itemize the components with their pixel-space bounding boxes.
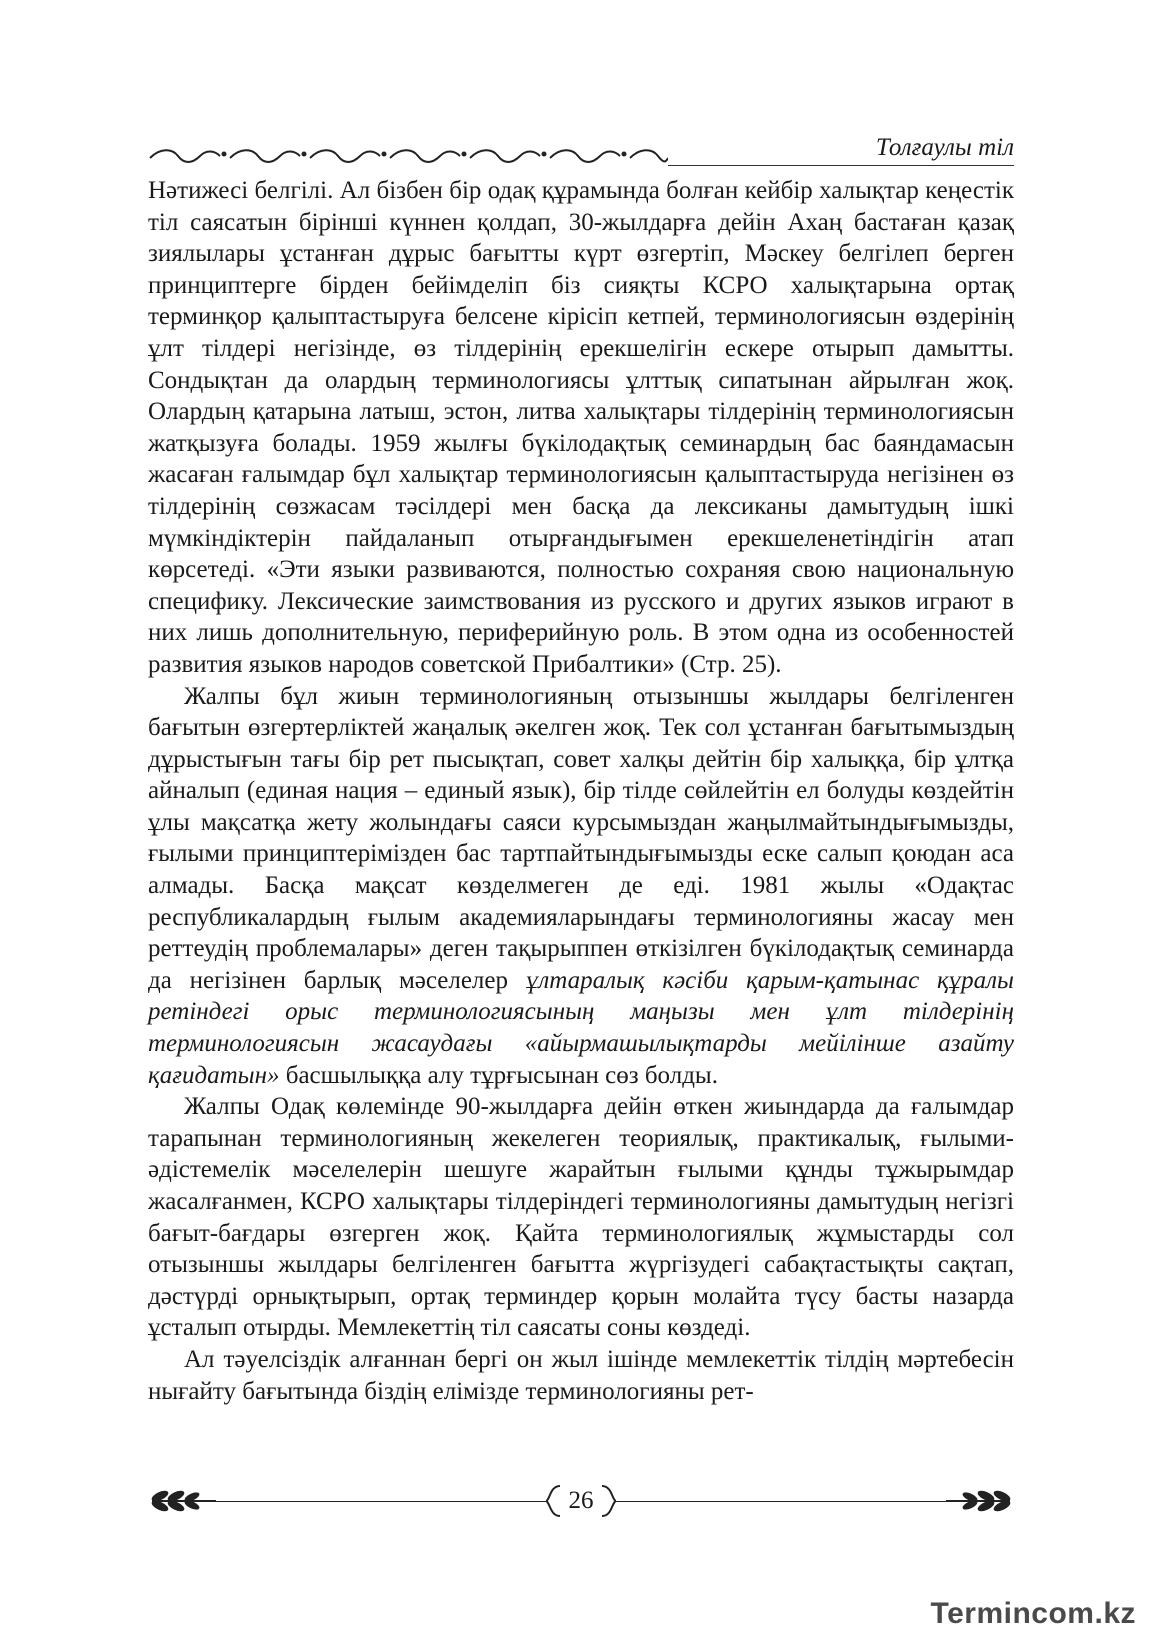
running-title: Толғаулы тіл <box>875 134 1014 161</box>
decorative-ornament-border <box>148 144 668 166</box>
watermark-logo: Termincom.kz <box>930 1597 1136 1630</box>
main-text <box>148 175 1014 1407</box>
paragraph-4: Ал тәуелсіздік алғаннан бергі он жыл ішінде мемлекеттік тілдің мәртебесін нығайту бағытында біздің елімізде терминологияны рет- <box>148 1345 1014 1405</box>
page-number: 26 <box>568 1487 594 1514</box>
page-footer <box>148 1482 1014 1522</box>
header-rule <box>668 165 1014 166</box>
footer-rule-right <box>616 1501 946 1502</box>
leaf-ornament-left-icon <box>148 1488 218 1514</box>
footer-rule-left <box>216 1501 546 1502</box>
paragraph-2-start: Жалпы бұл жиын терминологияның отызыншы жылдары белгіленген бағытын өзгертерліктей жаңалық әкелген жоқ. Тек сол ұстанған бағытымыздың дұрыстығын тағы бір рет пысықтап, совет халқы дейтін бір халыққа, бір ұлтқа айналып (единая нация – единый язык), бір тілде сөйлейтін ел болуды көздейтін ұлы мақсатқа жету жолындағы саяси курсымыздан жаңылмайтындығымызды, ғылыми принциптерімізден бас тартпайтындығымызды еске салып қоюдан аса алмады. Басқа мақсат көзделмеген де еді. 1981 жылы «Одақтас республикалардың ғылым академияларындағы терминологияны жасау мен реттеудің проблемалары» деген тақырыппен өткізілген бүкілодақтық семинарда да негізінен барлық мәселелер <box>148 682 1014 994</box>
paragraph-2-end: басшылыққа алу тұрғысынан сөз болды. <box>279 1061 718 1089</box>
page-header <box>148 134 1014 168</box>
paragraph-2-italic: ұлтаралық кәсіби қарым-қатынас құралы ретіндегі орыс терминологиясының маңызы мен ұлт тілдерінің терминологиясын жасаудағы «айырмашылықтарды мейілінше азайту қағидатын» <box>148 966 1014 1089</box>
paragraph-1: Нәтижесі белгілі. Ал бізбен бір одақ құрамында болған кейбір халықтар кеңестік тіл саясатын бірінші күннен қолдап, 30-жылдарға дейін Ахаң бастаған қазақ зиялылары ұстанған дұрыс бағытты күрт өзгертіп, Мәскеу белгілеп берген принциптерге бірден бейімделіп біз сияқты КСРО халықтарына ортақ терминқор қалыптастыруға белсене кірісіп кетпей, терминологиясын өздерінің ұлт тілдері негізінде, өз тілдерінің ерекшелігін ескере отырып дамытты. Сондықтан да олардың терминологиясы ұлттық сипатынан айрылған жоқ. Олардың қатарына латыш, эстон, литва халықтары тілдерінің терминологиясын жатқызуға болады. 1959 жылғы бүкілодақтық семинардың бас баяндамасын жасаған ғалымдар бұл халықтар терминологиясын қалыптастыруда негізінен өз тілдерінің сөзжасам тәсілдері мен басқа да лексиканы дамытудың ішкі мүмкіндіктерін пайдаланып отырғандығымен ерекшеленетіндігін атап көрсетеді. «Эти языки развиваются, полностью сохраняя свою национальную специфику. Лексические заимствования из русского и других языков играют в них лишь дополнительную, периферийную роль. В этом одна из особенностей развития языков народов советской Прибалтики» (Стр. 25). <box>148 177 1014 678</box>
leaf-ornament-right-icon <box>944 1488 1014 1514</box>
paragraph-2 <box>148 681 1014 1092</box>
paragraph-3: Жалпы Одақ көлемінде 90-жылдарға дейін өткен жиындарда да ғалымдар тарапынан терминологияның жекелеген теориялық, практикалық, ғылыми-әдістемелік мәселелерін шешуге жарайтын ғылыми құнды тұжырымдар жасалғанмен, КСРО халықтары тілдеріндегі терминологияны дамытудың негізгі бағыт-бағдары өзгерген жоқ. Қайта терминологиялық жұмыстарды сол отызыншы жылдары белгіленген бағытта жүргізудегі сабақтастықты сақтап, дәстүрді орнықтырып, ортақ терминдер қорын молайта түсу басты назарда ұсталып отырды. Мемлекеттің тіл саясаты соны көздеді. <box>148 1093 1014 1342</box>
